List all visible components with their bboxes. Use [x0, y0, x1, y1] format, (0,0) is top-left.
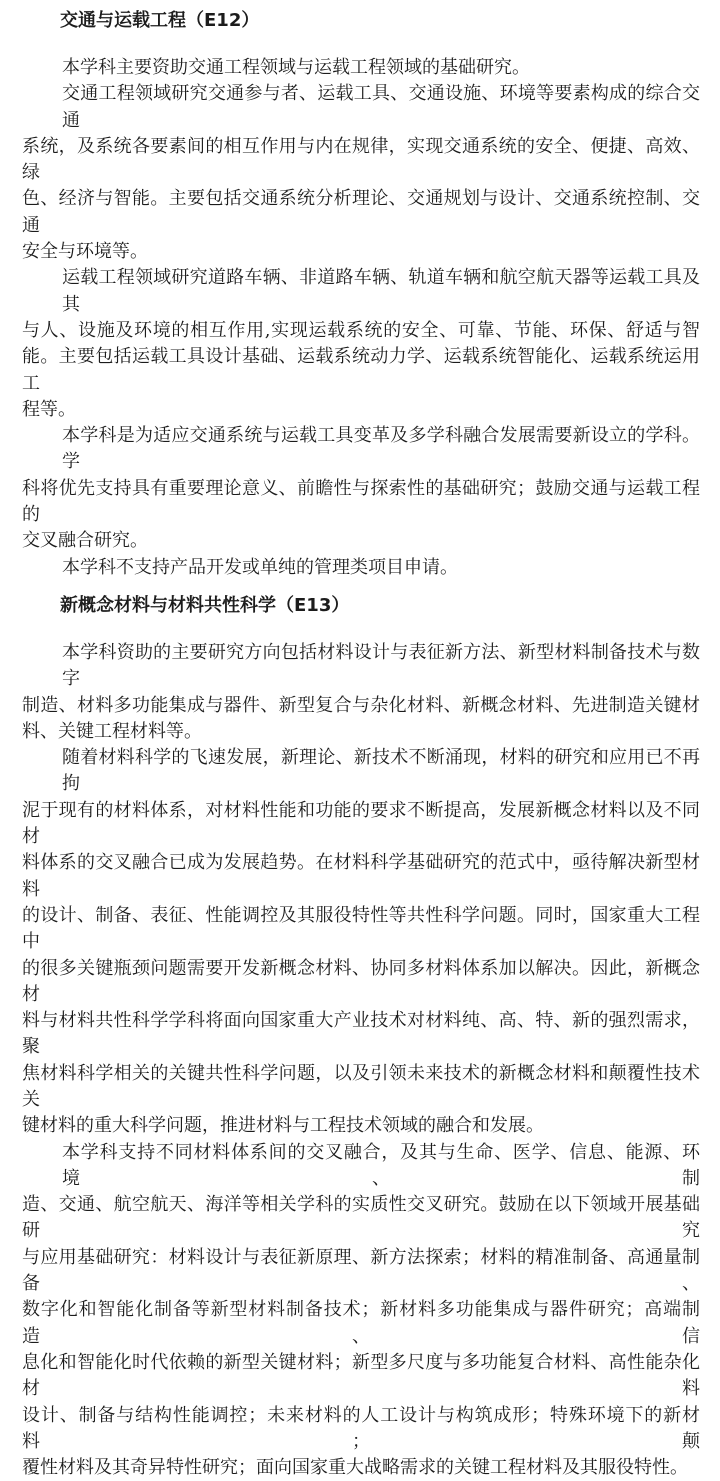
text-line: 本学科支持不同材料体系间的交叉融合，及其与生命、医学、信息、能源、环境、制 [62, 1141, 700, 1189]
text-line: 能。主要包括运载工具设计基础、运载系统动力学、运载系统智能化、运载系统运用工 [22, 346, 700, 394]
section-heading: 交通与运载工程（E12） [60, 10, 260, 31]
text-line: 交通工程领域研究交通参与者、运载工具、交通设施、环境等要素构成的综合交通 [62, 83, 700, 131]
text-line: 覆性材料及其奇异特性研究；面向国家重大战略需求的关键工程材料及其服役特性。 [22, 1457, 688, 1479]
section [22, 8, 700, 581]
text-line: 息化和智能化时代依赖的新型关键材料；新型多尺度与多功能复合材料、高性能杂化材料 [22, 1351, 700, 1400]
section [22, 593, 700, 1481]
text-line: 交叉融合研究。 [22, 530, 148, 552]
text-line: 的很多关键瓶颈问题需要开发新概念材料、协同多材料体系加以解决。因此，新概念材 [22, 957, 700, 1005]
paragraph [22, 555, 700, 581]
text-line: 运载工程领域研究道路车辆、非道路车辆、轨道车辆和航空航天器等运载工具及其 [62, 267, 700, 315]
text-line: 造、交通、航空航天、海洋等相关学科的实质性交叉研究。鼓励在以下领域开展基础研究 [22, 1194, 700, 1242]
text-line: 料、关键工程材料等。 [22, 720, 202, 742]
text-line: 本学科主要资助交通工程领域与运载工程领域的基础研究。 [62, 57, 530, 78]
text-line: 泥于现有的材料体系，对材料性能和功能的要求不断提高，发展新概念材料以及不同材 [22, 799, 700, 848]
text-line: 程等。 [22, 398, 76, 420]
paragraph [22, 1140, 700, 1481]
text-line: 与应用基础研究：材料设计与表征新原理、新方法探索；材料的精准制备、高通量制备、 [22, 1246, 700, 1295]
text-line: 设计、制备与结构性能调控；未来材料的人工设计与构筑成形；特殊环境下的新材料；颠 [22, 1404, 700, 1452]
paragraph [22, 55, 700, 81]
text-line: 键材料的重大科学问题，推进材料与工程技术领域的融合和发展。 [22, 1115, 544, 1137]
paragraph [22, 265, 700, 423]
text-line: 本学科是为适应交通系统与运载工具变革及多学科融合发展需要新设立的学科。学 [62, 425, 700, 473]
text-line: 系统，及系统各要素间的相互作用与内在规律，实现交通系统的安全、便捷、高效、绿 [22, 135, 700, 184]
text-line: 制造、材料多功能集成与器件、新型复合与杂化材料、新概念材料、先进制造关键材 [22, 694, 700, 716]
text-line: 科将优先支持具有重要理论意义、前瞻性与探索性的基础研究；鼓励交通与运载工程的 [22, 477, 700, 526]
text-line: 焦材料科学相关的关键共性科学问题，以及引领未来技术的新概念材料和颠覆性技术关 [22, 1062, 700, 1110]
paragraph [22, 640, 700, 745]
text-line: 随着材料科学的飞速发展，新理论、新技术不断涌现，材料的研究和应用已不再拘 [62, 747, 700, 795]
document-page [22, 0, 700, 1481]
section-heading: 新概念材料与材料共性科学（E13） [60, 594, 350, 616]
text-line: 色、经济与智能。主要包括交通系统分析理论、交通规划与设计、交通系统控制、交通 [22, 188, 700, 236]
text-line: 料体系的交叉融合已成为发展趋势。在材料科学基础研究的范式中，亟待解决新型材料 [22, 852, 700, 900]
text-line: 安全与环境等。 [22, 241, 148, 263]
paragraph [22, 745, 700, 1139]
text-line: 与人、设施及环境的相互作用,实现运载系统的安全、可靠、节能、环保、舒适与智 [22, 319, 700, 341]
text-line: 料与材料共性科学学科将面向国家重大产业技术对材料纯、高、特、新的强烈需求，聚 [22, 1010, 700, 1058]
text-line: 数字化和智能化制备等新型材料制备技术；新材料多功能集成与器件研究；高端制造、信 [22, 1299, 700, 1347]
text-line: 本学科资助的主要研究方向包括材料设计与表征新方法、新型材料制备技术与数字 [62, 641, 700, 690]
paragraph [22, 81, 700, 265]
text-line: 本学科不支持产品开发或单纯的管理类项目申请。 [62, 556, 458, 578]
text-line: 的设计、制备、表征、性能调控及其服役特性等共性科学问题。同时，国家重大工程中 [22, 904, 700, 953]
paragraph [22, 423, 700, 554]
